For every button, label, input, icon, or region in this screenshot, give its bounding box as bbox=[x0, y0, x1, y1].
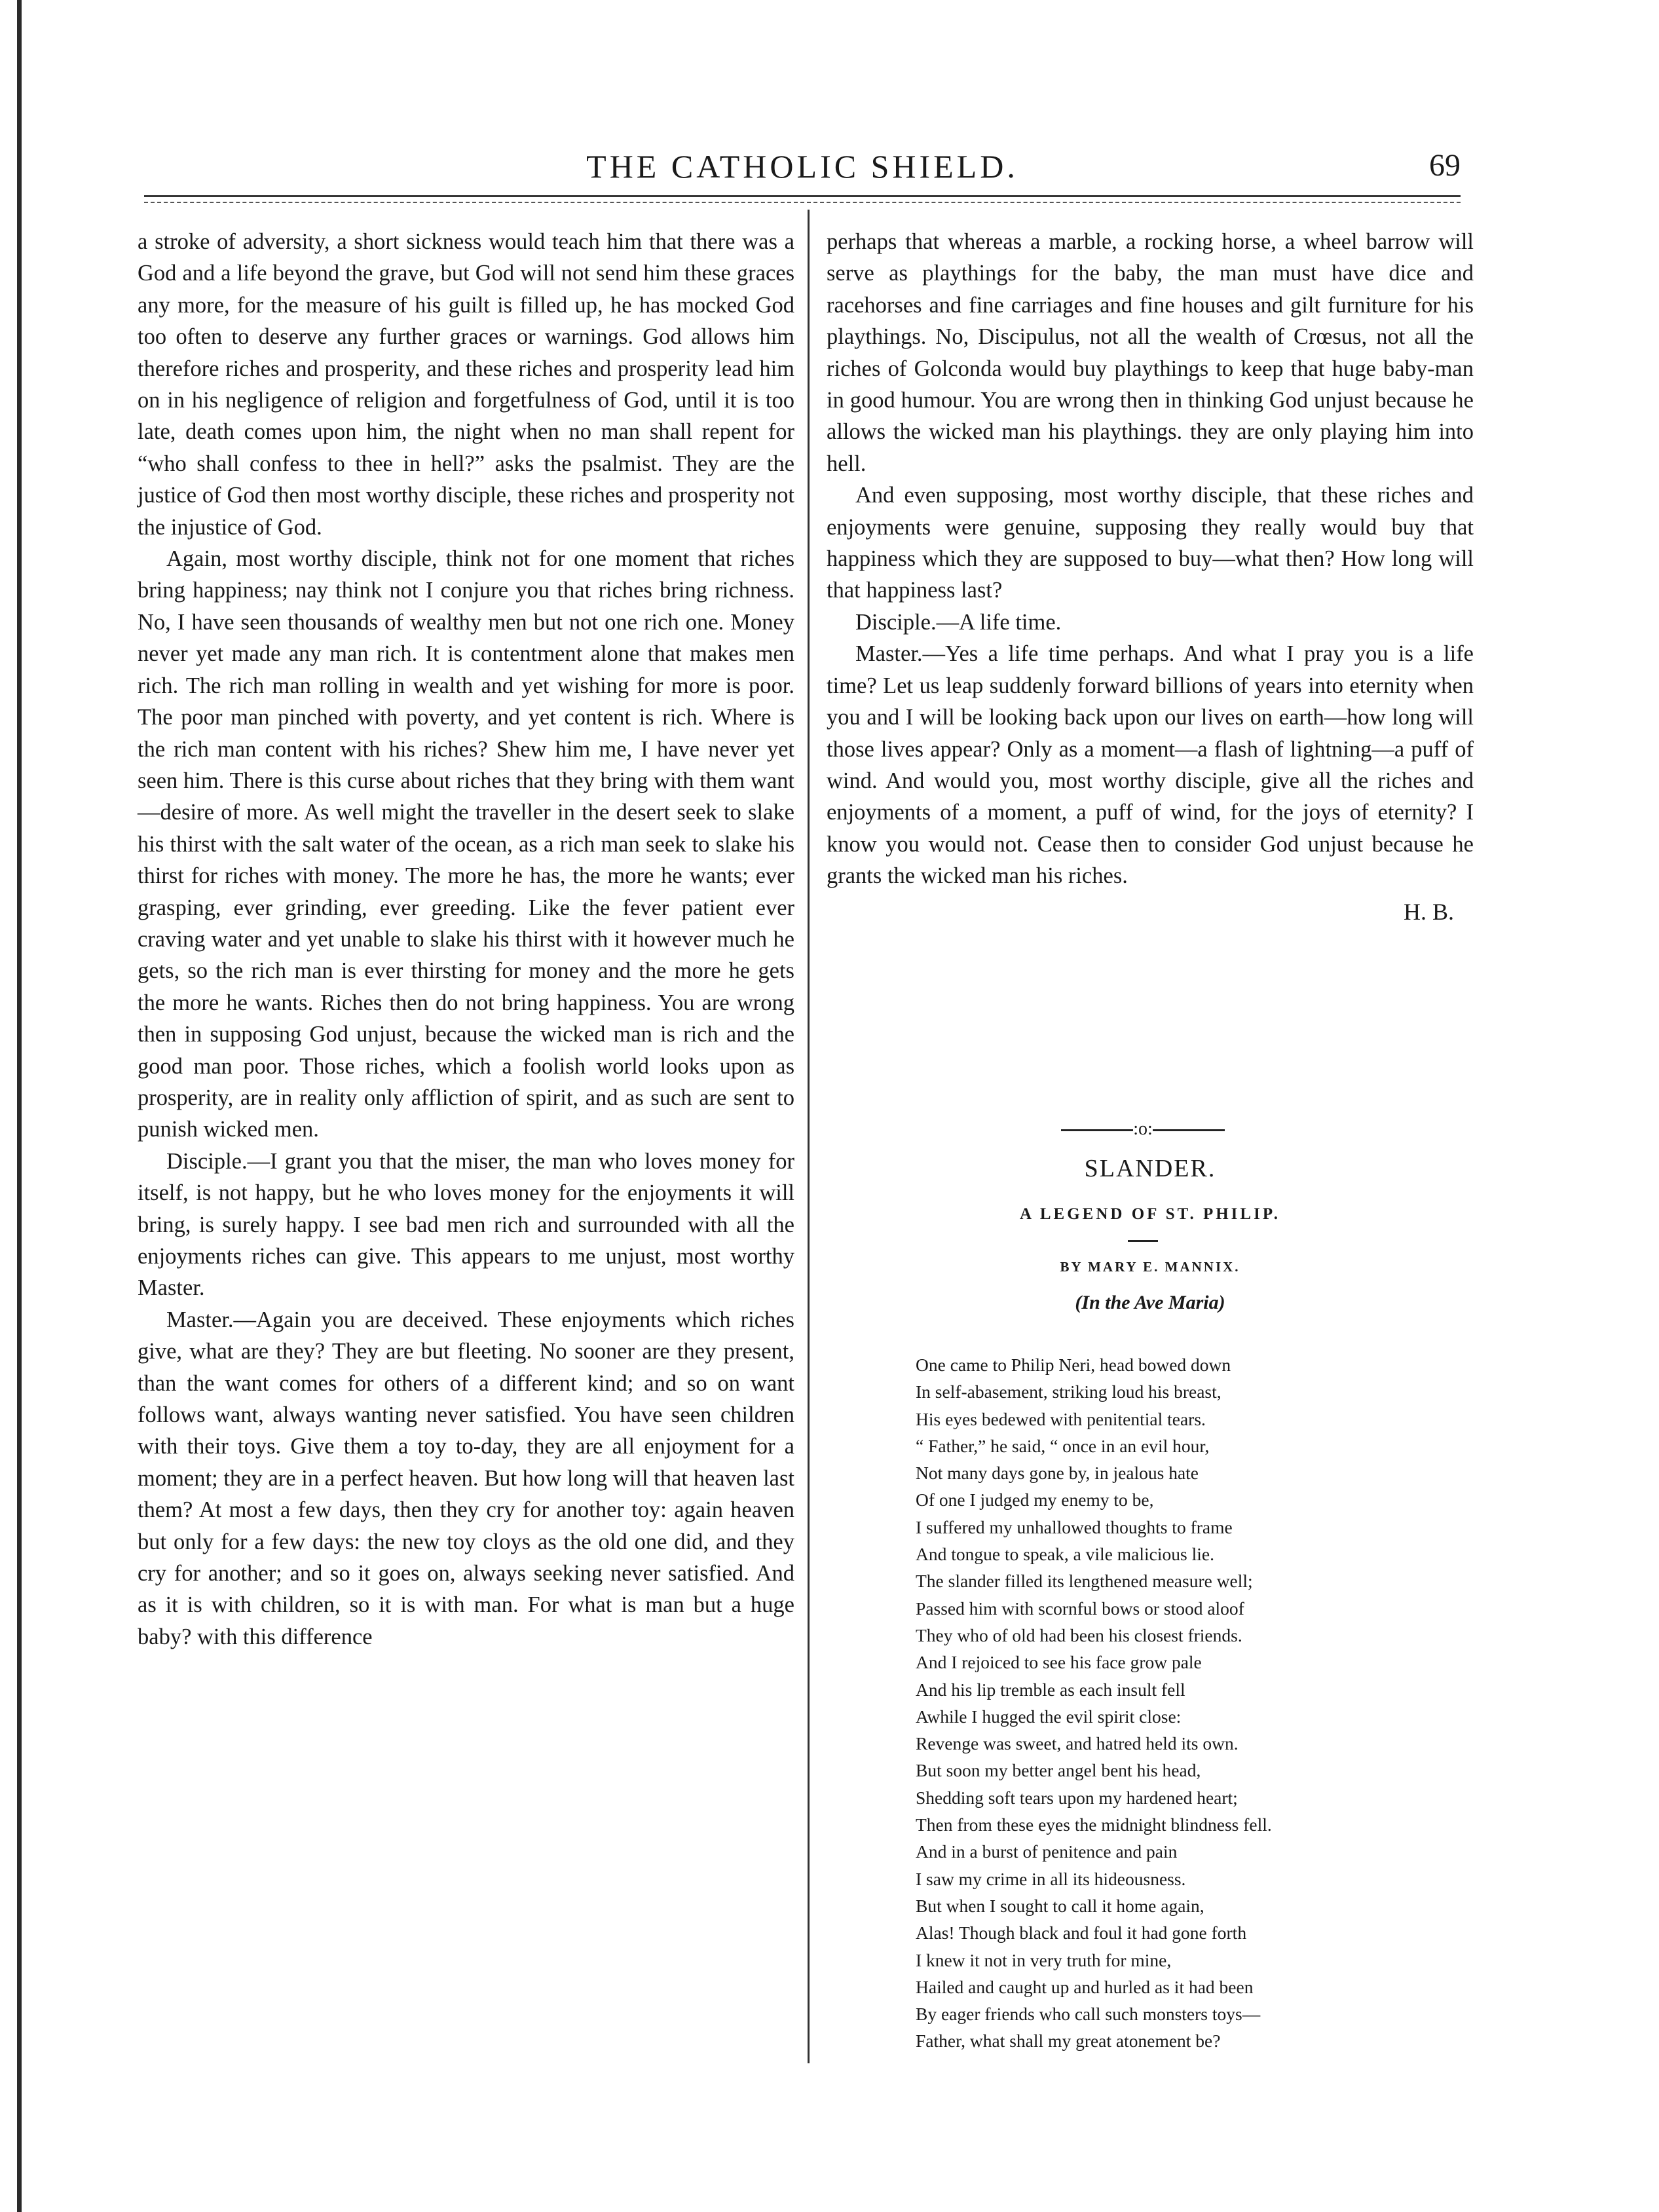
divider-ornament-text: :o: bbox=[1133, 1119, 1153, 1139]
poem-body bbox=[916, 1351, 1453, 2055]
poem-byline: BY MARY E. MANNIX. bbox=[1060, 1259, 1240, 1275]
page-number: 69 bbox=[1429, 148, 1461, 183]
page-edge-line bbox=[17, 0, 22, 2212]
poem-line: The slander filled its lengthened measure well; bbox=[916, 1571, 1253, 1592]
subtitle-rule bbox=[1128, 1240, 1158, 1242]
poem-source: (In the Ave Maria) bbox=[1075, 1292, 1225, 1313]
poem-title: SLANDER. bbox=[1084, 1155, 1216, 1182]
poem-subtitle: A LEGEND OF ST. PHILIP. bbox=[1019, 1205, 1281, 1223]
section-divider bbox=[1045, 1119, 1241, 1140]
poem-line: One came to Philip Neri, head bowed down bbox=[916, 1355, 1231, 1375]
poem-line: Of one I judged my enemy to be, bbox=[916, 1490, 1154, 1510]
poem-line: And tongue to speak, a vile malicious lie. bbox=[916, 1544, 1214, 1565]
header-rule-dashed bbox=[144, 202, 1461, 203]
paragraph: Master.—Yes a life time perhaps. And what I pray you is a life time? Let us leap suddenly forward billions of years into eternity when you and I will be looking back upon our lives on earth—how long will those lives appear? Only as a moment—a flash of lightning—a puff of wind. And would you, most worthy disciple, give all the riches and enjoyments of a moment, a puff of wind, for the joys of eternity? I know you would not. Cease then to consider God unjust because he grants the wicked man his riches. bbox=[827, 641, 1474, 889]
poem-line: His eyes bedewed with penitential tears. bbox=[916, 1408, 1206, 1429]
divider-bar-right bbox=[1153, 1129, 1225, 1131]
poem-line: Hailed and caught up and hurled as it had been bbox=[916, 1976, 1254, 1997]
poem-line: They who of old had been his closest friends. bbox=[916, 1624, 1242, 1645]
running-title: THE CATHOLIC SHIELD. bbox=[586, 148, 1018, 185]
paragraph: perhaps that whereas a marble, a rocking horse, a wheel barrow will serve as playthings for the baby, the man must have dice and racehorses and fine carriages and fine houses and gilt furniture for his playthings. No, Discipulus, not all the wealth of Crœsus, not all the riches of Golconda would buy playthings to keep that huge baby-man in good humour. You are wrong then in thinking God unjust because he allows the wicked man his playthings. they are only playing him into hell. bbox=[827, 229, 1474, 476]
poem-line: And I rejoiced to see his face grow pale bbox=[916, 1652, 1202, 1673]
paragraph: Master.—Again you are deceived. These enjoyments which riches give, what are they? They are but fleeting. No sooner are they present, than the want comes for others of a different kind; and so on want follows want, always wanting never satisfied. You have seen children with their toys. Give them a toy to-day, they are all enjoyment for a moment; they are in a perfect heaven. But how long will that heaven last them? At most a few days, then they cry for another toy: again heaven but only for a few days: the new toy cloys as the old one did, and they cry for another; and so it goes on, always seeking never satisfied. And as it is with children, so it is with man. For what is man but a huge baby? with this difference bbox=[138, 1307, 794, 1649]
poem-line: Passed him with scornful bows or stood aloof bbox=[916, 1598, 1244, 1619]
poem-line: I saw my crime in all its hideousness. bbox=[916, 1868, 1186, 1889]
paragraph: a stroke of adversity, a short sickness would teach him that there was a God and a life beyond the grave, but God will not send him these graces any more, for the measure of his guilt is filled up, he has mocked God too often to deserve any further graces or warnings. God allows him therefore riches and prosperity, and these riches and prosperity lead him on in his negligence of religion and forgetfulness of God, until it is too late, death comes upon him, the night when no man shall repent for “who shall confess to thee in hell?” asks the psalmist. They are the justice of God then most worthy disciple, these riches and prosperity not the injustice of God. bbox=[138, 229, 794, 540]
left-column bbox=[138, 226, 794, 1653]
poem-line: Revenge was sweet, and hatred held its own. bbox=[916, 1733, 1239, 1754]
poem-line: Father, what shall my great atonement be? bbox=[916, 2031, 1221, 2052]
poem-line: Not many days gone by, in jealous hate bbox=[916, 1463, 1199, 1484]
paragraph: Disciple.—I grant you that the miser, the man who loves money for itself, is not happy, but he who loves money for the enjoyments it will bring, is surely happy. I see bad men rich and surrounded with all the enjoyments riches can give. This appears to me unjust, most worthy Master. bbox=[138, 1148, 794, 1301]
poem-line: In self-abasement, striking loud his breast, bbox=[916, 1381, 1221, 1402]
paragraph: Again, most worthy disciple, think not for one moment that riches bring happiness; nay think not I conjure you that riches bring richness. No, I have seen thousands of wealthy men but not one rich one. Money never yet made any man rich. It is contentment alone that makes men rich. The rich man rolling in wealth and yet wishing for more is poor. The poor man pinched with poverty, and yet content is rich. Where is the rich man content with his riches? Shew him me, I have never yet seen him. There is this curse about riches that they bring with them want—desire of more. As well might the traveller in the desert seek to slake his thirst with the salt water of the ocean, as a rich man seek to slake his thirst for riches with money. The more he has, the more he wants; ever grasping, ever grinding, ever greeding. Like the fever patient ever craving water and yet unable to slake his thirst with it however much he gets, so the rich man is ever thirsting for money and the more he gets the more he wants. Riches then do not bring happiness. You are wrong then in supposing God unjust, because the wicked man is rich and the good man poor. Those riches, which a foolish world looks upon as prosperity, are in reality only affliction of spirit, and as such are sent to punish wicked men. bbox=[138, 546, 794, 1142]
paragraph: And even supposing, most worthy disciple, that these riches and enjoyments were genuine, supposing they really would buy that happiness which they are supposed to buy—what then? How long will that happiness last? bbox=[827, 483, 1474, 603]
divider-bar-left bbox=[1061, 1129, 1133, 1131]
poem-line: And his lip tremble as each insult fell bbox=[916, 1679, 1185, 1700]
poem-line: And in a burst of penitence and pain bbox=[916, 1841, 1178, 1862]
poem-line: Shedding soft tears upon my hardened heart; bbox=[916, 1787, 1238, 1808]
poem-line: By eager friends who call such monsters toys— bbox=[916, 2004, 1261, 2025]
right-column bbox=[827, 226, 1474, 928]
column-divider bbox=[808, 210, 810, 2063]
paragraph: Disciple.—A life time. bbox=[855, 609, 1062, 635]
page-header bbox=[144, 147, 1461, 187]
poem-line: “ Father,” he said, “ once in an evil hour, bbox=[916, 1435, 1210, 1456]
poem-line: I knew it not in very truth for mine, bbox=[916, 1949, 1172, 1970]
header-rule bbox=[144, 195, 1461, 197]
poem-line: But soon my better angel bent his head, bbox=[916, 1760, 1201, 1781]
poem-line: Then from these eyes the midnight blindness fell. bbox=[916, 1814, 1272, 1835]
poem-line: But when I sought to call it home again, bbox=[916, 1895, 1204, 1916]
poem-line: Alas! Though black and foul it had gone forth bbox=[916, 1922, 1247, 1943]
poem-line: I suffered my unhallowed thoughts to frame bbox=[916, 1516, 1233, 1537]
author-signature: H. B. bbox=[1403, 898, 1454, 925]
poem-line: Awhile I hugged the evil spirit close: bbox=[916, 1706, 1182, 1727]
